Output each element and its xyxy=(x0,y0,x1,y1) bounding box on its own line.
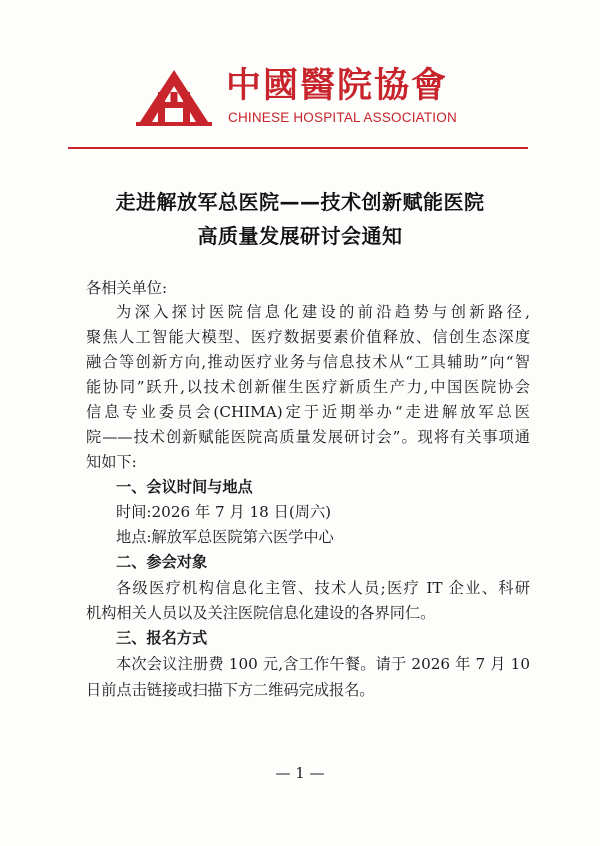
intro-line: 融合等创新方向,推动医疗业务与信息技术从“工具辅助”向“智 xyxy=(86,353,530,371)
page-number: — 1 — xyxy=(275,764,325,782)
document-title-line-2: 高质量发展研讨会通知 xyxy=(197,224,403,248)
letterhead xyxy=(134,62,457,132)
section-heading-attendees: 二、参会对象 xyxy=(116,553,208,571)
organization-name-chinese: 中國醫院協會 xyxy=(226,65,449,106)
document-title-line-1: 走进解放军总医院——技术创新赋能医院 xyxy=(115,190,485,214)
section-heading-registration: 三、报名方式 xyxy=(116,629,208,647)
attendees-line: 机构相关人员以及关注医院信息化建设的各界同仁。 xyxy=(86,604,436,622)
meeting-time: 时间:2026 年 7 月 18 日(周六) xyxy=(116,503,332,521)
organization-name-english: CHINESE HOSPITAL ASSOCIATION xyxy=(228,110,457,125)
intro-line: 能协同”跃升,以技术创新催生医疗新质生产力,中国医院协会 xyxy=(86,378,530,396)
meeting-location: 地点:解放军总医院第六医学中心 xyxy=(116,528,334,546)
registration-line: 本次会议注册费 100 元,含工作午餐。请于 2026 年 7 月 10 xyxy=(116,655,530,673)
intro-line: 知如下: xyxy=(86,453,137,471)
intro-line: 信息专业委员会(CHIMA)定于近期举办“走进解放军总医 xyxy=(86,403,530,421)
attendees-line: 各级医疗机构信息化主管、技术人员;医疗 IT 企业、科研 xyxy=(116,579,530,597)
intro-line: 聚焦人工智能大模型、医疗数据要素价值释放、信创生态深度 xyxy=(86,328,530,346)
salutation: 各相关单位: xyxy=(86,279,168,297)
section-heading-time-place: 一、会议时间与地点 xyxy=(116,478,253,496)
hospital-association-logo-icon xyxy=(136,68,212,126)
registration-line: 日前点击链接或扫描下方二维码完成报名。 xyxy=(86,681,375,699)
letterhead-divider xyxy=(68,147,528,149)
intro-line: 为深入探讨医院信息化建设的前沿趋势与创新路径, xyxy=(116,303,530,321)
intro-line: 院——技术创新赋能医院高质量发展研讨会”。现将有关事项通 xyxy=(86,428,530,446)
